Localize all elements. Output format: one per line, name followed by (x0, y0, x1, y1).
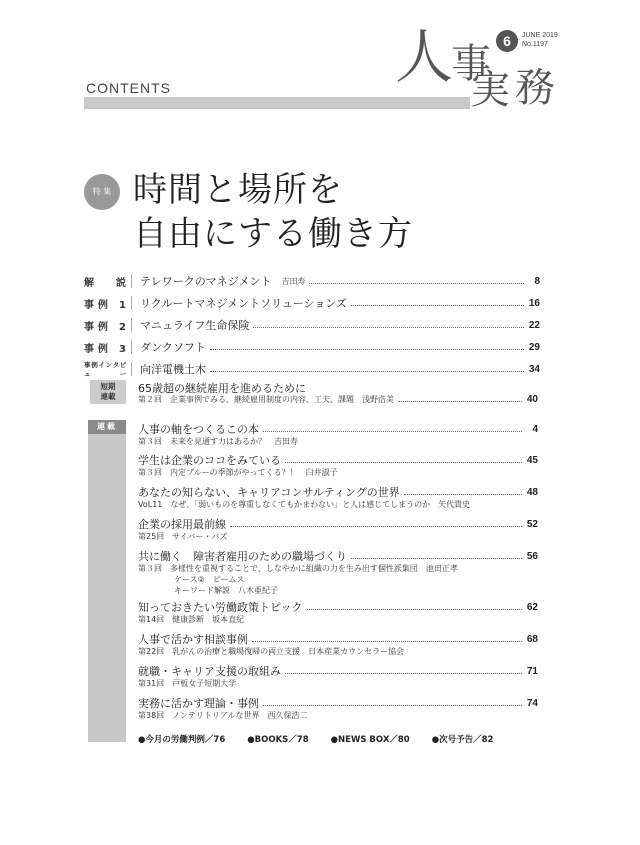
toc-leader (285, 673, 522, 674)
toc-leader (351, 305, 524, 306)
rensai-sub: 第３回 未来を見通す力はあるか？ 吉田寿 (138, 437, 298, 446)
rensai-sub: キーワード解説 八木亜紀子 (174, 586, 278, 595)
rensai-title: 学生は企業のココをみている (138, 454, 281, 467)
toc-separator (131, 274, 132, 288)
toc-leader (252, 641, 522, 642)
rensai-sub: 第38回 ノンテリトリアルな世界 西久保浩二 (138, 711, 308, 720)
toc-title: ダンクソフト (140, 341, 206, 354)
rensai-item[interactable] (138, 695, 538, 711)
rensai-page: 4 (532, 423, 538, 435)
toc-title: テレワークのマネジメント (140, 275, 272, 288)
toc-separator (131, 340, 132, 354)
rensai-sub: 第22回 乳がんの治療と職場復帰の両立支援 日本産業カウンセラー協会 (138, 647, 405, 656)
toc-title: リクルートマネジメントソリューションズ (140, 297, 348, 310)
rensai-page: 56 (526, 550, 538, 562)
toc-title: マニュライフ生命保険 (140, 319, 250, 332)
rensai-title: 実務に活かす理論・事例 (138, 697, 259, 710)
toc-leader (263, 431, 522, 432)
toc-leader (230, 526, 522, 527)
toc-row[interactable] (84, 338, 540, 356)
rensai-page: 62 (526, 601, 538, 613)
toc-row[interactable] (84, 316, 540, 334)
short-term-label (90, 380, 126, 404)
feature-badge: 特 集 (84, 174, 120, 210)
feature-title-line1: 時間と場所を (133, 170, 343, 210)
rensai-sub: ケース② ビームス (174, 575, 245, 584)
contents-label: CONTENTS (86, 80, 171, 96)
short-term-sub: 第２回 企業事例でみる、継続雇用制度の内容、工夫、課題 浅野浩美 (138, 394, 394, 404)
footer-link[interactable]: ●今月の労働判例／76 (138, 735, 226, 745)
toc-leader (404, 494, 522, 495)
toc-separator (131, 362, 132, 376)
rensai-page: 52 (526, 518, 538, 530)
feature-title-line2: 自由にする働き方 (133, 214, 413, 254)
rensai-page: 48 (526, 486, 538, 498)
footer-links (138, 733, 538, 745)
toc-category: 解 説 (84, 277, 126, 289)
feature-title (133, 168, 413, 256)
toc-title: 向洋電機土木 (140, 363, 206, 376)
toc-leader (309, 283, 524, 284)
logo-char-1: 人 (395, 23, 454, 91)
rensai-title: 知っておきたい労働政策トピック (138, 601, 303, 614)
issue-no: No.1197 (522, 41, 548, 48)
short-term-page: 40 (526, 393, 538, 405)
rensai-title: 企業の採用最前線 (138, 518, 226, 531)
short-term-title: 65歳超の継続雇用を進めるために (138, 382, 306, 395)
toc-leader (210, 371, 524, 372)
rensai-page: 45 (526, 454, 538, 466)
rensai-item[interactable] (138, 452, 538, 468)
rensai-title: あなたの知らない、キャリアコンサルティングの世界 (138, 486, 400, 499)
rensai-sub: VoL11 なぜ、「弱いものを尊重しなくてもかまわない」と人は感じてしまうのか 矢代貴史 (138, 500, 471, 509)
toc-category: 事例 2 (84, 321, 126, 333)
rensai-sub: 第３回 内定ブルーの季節がやってくる？！ 臼井淑子 (138, 468, 338, 477)
footer-link[interactable]: ●次号予告／82 (431, 735, 494, 745)
toc-separator (131, 296, 132, 310)
toc-page: 8 (534, 275, 540, 287)
short-term-label-1: 短期 (100, 382, 116, 391)
rensai-sub: 第３回 多様性を重視することで、しなやかに組織の力を生み出す個性派集団 池田正孝 (138, 564, 458, 573)
rensai-sub: 第31回 戸板女子短期大学 (138, 679, 237, 688)
rensai-page: 71 (526, 665, 538, 677)
rensai-page: 68 (526, 633, 538, 645)
rensai-item[interactable] (138, 599, 538, 615)
footer-link[interactable]: ●BOOKS／78 (247, 735, 309, 745)
rensai-item[interactable] (138, 421, 538, 437)
toc-author: 吉田寿 (281, 276, 306, 286)
rensai-title: 就職・キャリア支援の取組み (138, 665, 281, 678)
rensai-item[interactable] (138, 484, 538, 500)
issue-date (522, 31, 558, 49)
toc-leader (351, 558, 522, 559)
toc-leader (253, 327, 524, 328)
toc-leader (307, 609, 522, 610)
issue-month: JUNE 2019 (522, 32, 558, 39)
toc-page: 16 (528, 297, 540, 309)
rensai-sidebar (88, 420, 126, 742)
rensai-title: 共に働く 障害者雇用のための職場づくり (138, 550, 347, 563)
toc-leader (398, 401, 522, 402)
toc-leader (285, 462, 522, 463)
rensai-item[interactable] (138, 548, 538, 564)
toc-category: 事例インタビュー (84, 361, 126, 378)
short-term-sub-row (138, 392, 538, 406)
rensai-item[interactable] (138, 631, 538, 647)
toc-page: 22 (528, 319, 540, 331)
rensai-title: 人事で活かす相談事例 (138, 633, 248, 646)
footer-link[interactable]: ●NEWS BOX／80 (330, 735, 410, 745)
rensai-label: 連載 (88, 420, 126, 434)
rensai-title: 人事の軸をつくるこの本 (138, 423, 259, 436)
rensai-item[interactable] (138, 663, 538, 679)
rensai-sub: 第25回 サイバー・バズ (138, 532, 228, 541)
rensai-item[interactable] (138, 516, 538, 532)
toc-page: 34 (528, 363, 540, 375)
toc-leader (210, 349, 524, 350)
toc-row[interactable] (84, 272, 540, 290)
short-term-label-2: 連載 (100, 392, 116, 401)
issue-number-badge: 6 (496, 30, 518, 52)
logo-char-3: 実 (470, 67, 510, 113)
toc-leader (263, 705, 522, 706)
toc-category: 事例 3 (84, 343, 126, 355)
rensai-page: 74 (526, 697, 538, 709)
toc-category: 事例 1 (84, 299, 126, 311)
rensai-sub: 第14回 健康診断 坂本直紀 (138, 615, 245, 624)
toc-row[interactable] (84, 360, 540, 378)
logo-char-4: 務 (515, 65, 555, 111)
toc-page: 29 (528, 341, 540, 353)
toc-separator (131, 318, 132, 332)
logo-char-2: 事 (451, 41, 491, 87)
toc-row[interactable] (84, 294, 540, 312)
